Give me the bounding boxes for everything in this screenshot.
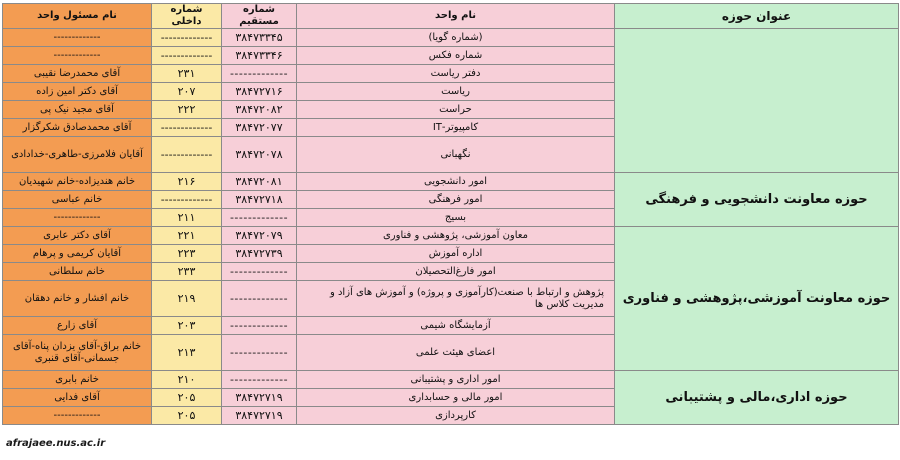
section-title <box>615 29 899 173</box>
unit-name-cell: دفتر ریاست <box>297 65 615 83</box>
internal-number-cell: ۲۰۵ <box>152 407 222 425</box>
responsible-name-cell: ------------- <box>3 407 152 425</box>
direct-number-cell: ------------- <box>222 281 297 317</box>
responsible-name-cell: ------------- <box>3 209 152 227</box>
internal-number-cell: ۲۱۱ <box>152 209 222 227</box>
unit-name-cell: پژوهش و ارتباط با صنعت(کارآموزی و پروژه) و آموزش های آزاد و مدیریت کلاس ها <box>297 281 615 317</box>
header-responsible-name: نام مسئول واحد <box>3 4 152 29</box>
internal-number-cell: ۲۰۵ <box>152 389 222 407</box>
responsible-name-cell: آقای زارع <box>3 317 152 335</box>
header-section-title: عنوان حوزه <box>615 4 899 29</box>
direct-number-cell: ------------- <box>222 263 297 281</box>
unit-name-cell: بسیج <box>297 209 615 227</box>
responsible-name-cell: خانم عباسی <box>3 191 152 209</box>
unit-name-cell: حراست <box>297 101 615 119</box>
phone-directory-table <box>2 3 899 425</box>
responsible-name-cell: آقای محمدصادق شکرگزار <box>3 119 152 137</box>
unit-name-cell: اعضای هیئت علمی <box>297 335 615 371</box>
responsible-name-cell: خانم افشار و خانم دهقان <box>3 281 152 317</box>
responsible-name-cell: آقای فدایی <box>3 389 152 407</box>
direct-number-cell: ۳۸۴۷۲۰۸۱ <box>222 173 297 191</box>
direct-number-cell: ------------- <box>222 335 297 371</box>
section-title: حوزه معاونت آموزشی،پژوهشی و فناوری <box>615 227 899 371</box>
responsible-name-cell: خانم بابری <box>3 371 152 389</box>
direct-number-cell: ۳۸۴۷۳۳۴۶ <box>222 47 297 65</box>
unit-name-cell: شماره فکس <box>297 47 615 65</box>
internal-number-cell: ------------- <box>152 137 222 173</box>
internal-number-cell: ۲۰۳ <box>152 317 222 335</box>
responsible-name-cell: خانم سلطانی <box>3 263 152 281</box>
unit-name-cell: (شماره گویا) <box>297 29 615 47</box>
responsible-name-cell: خانم براق-آقای یزدان پناه-آقای جسمانی-آقای قنبری <box>3 335 152 371</box>
unit-name-cell: نگهبانی <box>297 137 615 173</box>
internal-number-cell: ۲۲۳ <box>152 245 222 263</box>
direct-number-cell: ۳۸۴۷۲۰۷۷ <box>222 119 297 137</box>
unit-name-cell: ریاست <box>297 83 615 101</box>
direct-number-cell: ------------- <box>222 209 297 227</box>
direct-number-cell: ۳۸۴۷۲۰۷۸ <box>222 137 297 173</box>
responsible-name-cell: آقای دکتر عابری <box>3 227 152 245</box>
table-row <box>3 371 899 389</box>
internal-number-cell: ۲۰۷ <box>152 83 222 101</box>
direct-number-cell: ------------- <box>222 371 297 389</box>
internal-number-cell: ------------- <box>152 29 222 47</box>
header-row <box>3 4 899 29</box>
responsible-name-cell: آقایان فلامرزی-طاهری-خدادادی <box>3 137 152 173</box>
unit-name-cell: کارپردازی <box>297 407 615 425</box>
direct-number-cell: ------------- <box>222 317 297 335</box>
internal-number-cell: ۲۲۲ <box>152 101 222 119</box>
direct-number-cell: ۳۸۴۷۲۷۱۸ <box>222 191 297 209</box>
internal-number-cell: ۲۳۳ <box>152 263 222 281</box>
direct-number-cell: ۳۸۴۷۲۰۸۲ <box>222 101 297 119</box>
unit-name-cell: معاون آموزشی، پژوهشی و فناوری <box>297 227 615 245</box>
table-row <box>3 29 899 47</box>
direct-number-cell: ۳۸۴۷۲۷۱۶ <box>222 83 297 101</box>
unit-name-cell: کامپیوتر-IT <box>297 119 615 137</box>
direct-number-cell: ------------- <box>222 65 297 83</box>
responsible-name-cell: ------------- <box>3 47 152 65</box>
unit-name-cell: اداره آموزش <box>297 245 615 263</box>
internal-number-cell: ------------- <box>152 191 222 209</box>
internal-number-cell: ۲۲۱ <box>152 227 222 245</box>
internal-number-cell: ۲۱۳ <box>152 335 222 371</box>
direct-number-cell: ۳۸۴۷۲۰۷۹ <box>222 227 297 245</box>
responsible-name-cell: خانم هندیزاده-خانم شهیدیان <box>3 173 152 191</box>
header-internal-number: شماره داخلی <box>152 4 222 29</box>
internal-number-cell: ۲۳۱ <box>152 65 222 83</box>
internal-number-cell: ------------- <box>152 47 222 65</box>
responsible-name-cell: آقایان کریمی و پرهام <box>3 245 152 263</box>
responsible-name-cell: ------------- <box>3 29 152 47</box>
unit-name-cell: امور مالی و حسابداری <box>297 389 615 407</box>
unit-name-cell: امور اداری و پشتیبانی <box>297 371 615 389</box>
direct-number-cell: ۳۸۴۷۳۳۴۵ <box>222 29 297 47</box>
unit-name-cell: امور دانشجویی <box>297 173 615 191</box>
site-watermark: afrajaee.nus.ac.ir <box>2 436 109 452</box>
unit-name-cell: امور فرهنگی <box>297 191 615 209</box>
unit-name-cell: امور فارغ‌التحصیلان <box>297 263 615 281</box>
unit-name-cell: آزمایشگاه شیمی <box>297 317 615 335</box>
responsible-name-cell: آقای محمدرضا نقیبی <box>3 65 152 83</box>
responsible-name-cell: آقای مجید نیک پی <box>3 101 152 119</box>
header-direct-number: شماره مستقیم <box>222 4 297 29</box>
table-row <box>3 227 899 245</box>
internal-number-cell: ۲۱۰ <box>152 371 222 389</box>
internal-number-cell: ۲۱۹ <box>152 281 222 317</box>
responsible-name-cell: آقای دکتر امین زاده <box>3 83 152 101</box>
direct-number-cell: ۳۸۴۷۲۷۳۹ <box>222 245 297 263</box>
section-title: حوزه اداری،مالی و پشتیبانی <box>615 371 899 425</box>
internal-number-cell: ۲۱۶ <box>152 173 222 191</box>
section-title: حوزه معاونت دانشجویی و فرهنگی <box>615 173 899 227</box>
direct-number-cell: ۳۸۴۷۲۷۱۹ <box>222 389 297 407</box>
direct-number-cell: ۳۸۴۷۲۷۱۹ <box>222 407 297 425</box>
table-row <box>3 173 899 191</box>
internal-number-cell: ------------- <box>152 119 222 137</box>
header-unit-name: نام واحد <box>297 4 615 29</box>
